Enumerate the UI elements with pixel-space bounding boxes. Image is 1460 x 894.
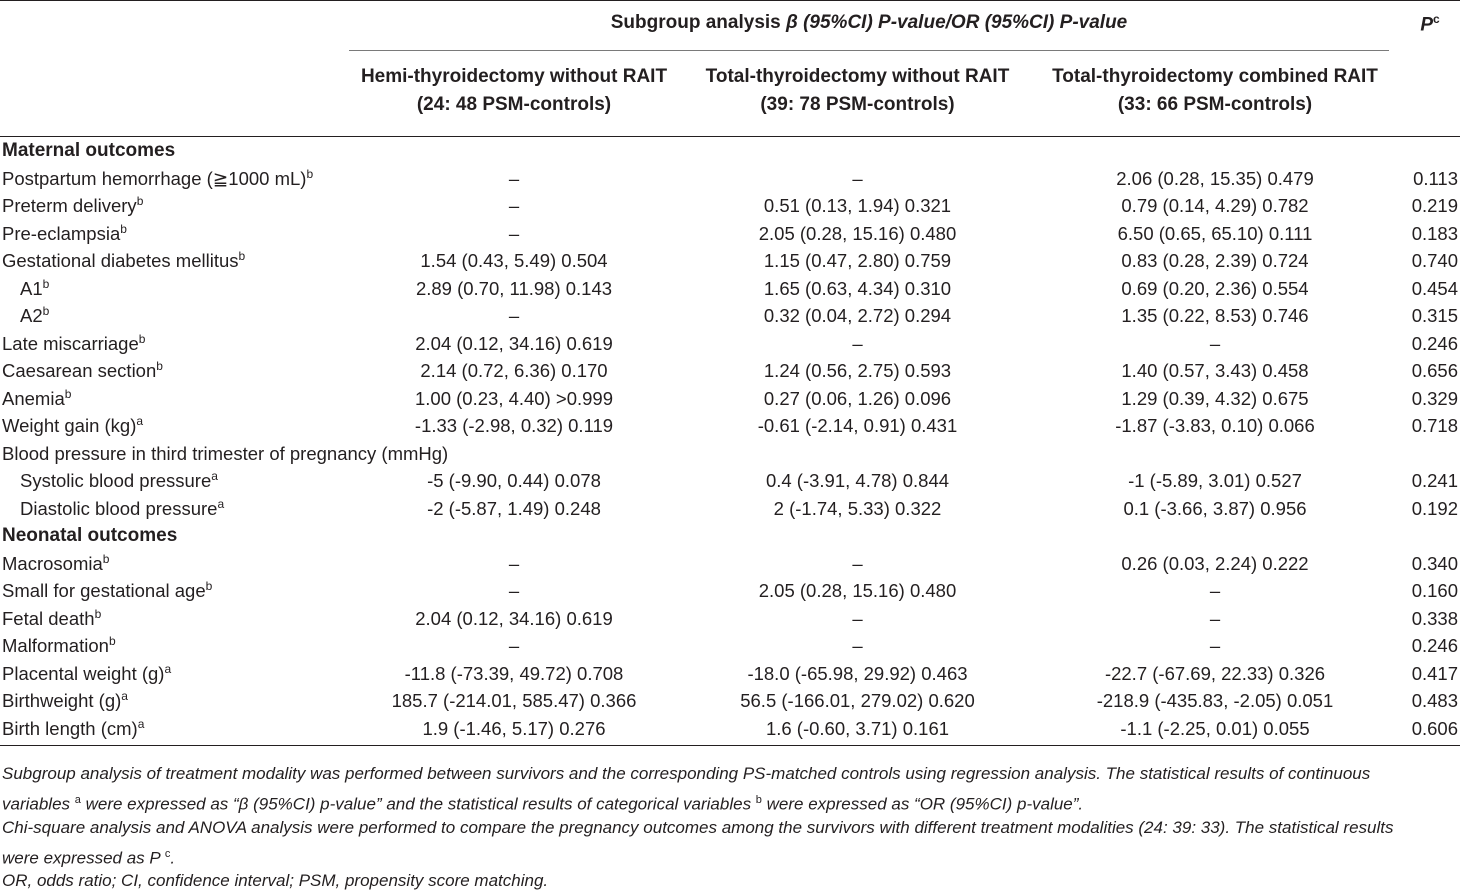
row-label: Fetal death$^b$ (2, 606, 102, 629)
table-row (0, 223, 1460, 250)
cell-p-c: 0.740 (1411, 250, 1458, 271)
row-label: Caesarean section$^b$ (2, 359, 163, 381)
cell-total-combined: 0.26 (0.03, 2.24) 0.222 (1121, 552, 1309, 574)
cell-p-c: 0.219 (1411, 195, 1458, 216)
table-row (0, 635, 1460, 662)
table-row (0, 498, 1460, 525)
row-label: Blood pressure in third trimester of pregnancy (mmHg) (2, 442, 449, 464)
cell-total-without: 1.6 (-0.60, 3.71) 0.161 (765, 717, 950, 739)
cell-total-without: 1.24 (0.56, 2.75) 0.593 (763, 360, 952, 381)
table-row (0, 663, 1460, 690)
cell-hemi: – (508, 635, 520, 656)
cell-total-without: – (852, 635, 863, 656)
table-row (0, 470, 1460, 497)
cell-total-combined: 0.83 (0.28, 2.39) 0.724 (1121, 250, 1309, 271)
top-rule (0, 0, 1460, 1)
header-subrule (349, 50, 1389, 51)
cell-total-without: – (852, 607, 863, 629)
cell-hemi: – (508, 552, 520, 574)
table-row (0, 250, 1460, 277)
cell-total-without: -0.61 (-2.14, 0.91) 0.431 (757, 415, 958, 436)
row-label: Postpartum hemorrhage (≧1000 mL)$^b$ (2, 166, 314, 189)
row-label: Birth length (cm)$^a$ (2, 716, 145, 739)
cell-p-c: 0.340 (1411, 552, 1458, 574)
cell-hemi: -5 (-9.90, 0.44) 0.078 (427, 470, 601, 491)
table-row (0, 415, 1460, 442)
cell-hemi: -1.33 (-2.98, 0.32) 0.119 (414, 415, 614, 436)
row-label: Weight gain (kg)$^a$ (2, 414, 144, 436)
col-header-total-combined: Total-thyroidectomy combined RAIT (33: 66 PSM-controls) (1052, 66, 1378, 115)
cell-total-combined: -218.9 (-435.83, -2.05) 0.051 (1096, 690, 1334, 711)
row-label: Late miscarriage$^b$ (2, 331, 146, 354)
cell-p-c: 0.329 (1411, 387, 1458, 409)
cell-p-c: 0.160 (1411, 580, 1458, 601)
section-heading: Neonatal outcomes (2, 525, 178, 546)
cell-total-combined: 0.79 (0.14, 4.29) 0.782 (1121, 195, 1309, 216)
cell-total-combined: 0.69 (0.20, 2.36) 0.554 (1121, 277, 1309, 299)
table-row (0, 690, 1460, 717)
table-row (0, 388, 1460, 415)
cell-p-c: 0.718 (1411, 415, 1458, 436)
table-row (0, 305, 1460, 332)
table-row (0, 580, 1460, 607)
table-row (0, 608, 1460, 635)
cell-total-without: 0.4 (-3.91, 4.78) 0.844 (765, 470, 950, 491)
cell-total-combined: – (1209, 332, 1221, 354)
row-label: Pre-eclampsia$^b$ (2, 221, 127, 244)
cell-total-combined: 6.50 (0.65, 65.10) 0.111 (1117, 222, 1313, 244)
cell-hemi: -11.8 (-73.39, 49.72) 0.708 (404, 662, 624, 684)
cell-total-combined: – (1209, 607, 1221, 629)
cell-hemi: 2.04 (0.12, 34.16) 0.619 (415, 332, 613, 354)
cell-total-combined: -22.7 (-67.69, 22.33) 0.326 (1104, 662, 1326, 684)
cell-total-combined: -1.87 (-3.83, 0.10) 0.066 (1115, 415, 1315, 436)
cell-hemi: 2.04 (0.12, 34.16) 0.619 (415, 607, 613, 629)
row-label: Diastolic blood pressure$^a$ (20, 496, 225, 519)
cell-total-without: 0.51 (0.13, 1.94) 0.321 (763, 195, 952, 216)
cell-total-combined: – (1209, 635, 1221, 656)
row-label: Malformation$^b$ (2, 634, 116, 656)
cell-hemi: 1.00 (0.23, 4.40) >0.999 (415, 387, 613, 409)
cell-hemi: – (508, 580, 520, 601)
table-row (0, 195, 1460, 222)
cell-hemi: – (508, 167, 520, 189)
footnote-2: Chi-square analysis and ANOVA analysis were performed to compare the pregnancy outcomes among the survivors with different treatment modalities (24: 39: 33). The statistical results were expressed as P $^c$. (2, 818, 1394, 868)
row-label: Gestational diabetes mellitus$^b$ (2, 249, 246, 271)
cell-hemi: 1.54 (0.43, 5.49) 0.504 (420, 250, 608, 271)
cell-hemi: 185.7 (-214.01, 585.47) 0.366 (391, 690, 637, 711)
col-header-hemi: Hemi-thyroidectomy without RAIT (24: 48 PSM-controls) (360, 66, 668, 115)
row-label: A1$^b$ (20, 276, 50, 299)
row-label: Anemia$^b$ (2, 386, 72, 409)
cell-hemi: – (508, 195, 520, 216)
cell-total-without: – (852, 167, 863, 189)
cell-hemi: – (508, 222, 520, 244)
cell-total-without: 0.32 (0.04, 2.72) 0.294 (763, 305, 952, 326)
cell-total-without: 2 (-1.74, 5.33) 0.322 (773, 497, 942, 519)
cell-total-combined: 0.1 (-3.66, 3.87) 0.956 (1123, 497, 1307, 519)
table-row (0, 333, 1460, 360)
cell-total-without: 1.65 (0.63, 4.34) 0.310 (763, 277, 952, 299)
row-label: A2$^b$ (20, 304, 50, 326)
cell-total-without: – (852, 332, 863, 354)
cell-total-without: 0.27 (0.06, 1.26) 0.096 (763, 387, 952, 409)
table-row (0, 168, 1460, 195)
cell-p-c: 0.483 (1411, 690, 1458, 711)
cell-total-combined: -1 (-5.89, 3.01) 0.527 (1128, 470, 1302, 491)
cell-p-c: 0.246 (1411, 635, 1458, 656)
cell-total-without: 56.5 (-166.01, 279.02) 0.620 (740, 690, 975, 711)
cell-hemi: 2.14 (0.72, 6.36) 0.170 (420, 360, 608, 381)
header-rule (0, 136, 1460, 137)
table-row (0, 140, 1460, 167)
cell-total-combined: – (1209, 580, 1221, 601)
table-row (0, 360, 1460, 387)
cell-total-combined: 1.35 (0.22, 8.53) 0.746 (1121, 305, 1309, 326)
cell-p-c: 0.246 (1411, 332, 1458, 354)
row-label: Systolic blood pressure$^a$ (20, 469, 218, 491)
cell-p-c: 0.183 (1411, 222, 1458, 244)
cell-p-c: 0.454 (1411, 277, 1458, 299)
cell-p-c: 0.241 (1411, 470, 1458, 491)
section-heading: Maternal outcomes (2, 140, 176, 161)
col-header-total-without: Total-thyroidectomy without RAIT (39: 78 PSM-controls) (705, 66, 1010, 115)
cell-p-c: 0.606 (1411, 717, 1458, 739)
cell-hemi: 1.9 (-1.46, 5.17) 0.276 (422, 717, 606, 739)
cell-total-without: -18.0 (-65.98, 29.92) 0.463 (747, 662, 968, 684)
footnote-3: OR, odds ratio; CI, confidence interval; PSM, propensity score matching. (2, 871, 549, 890)
cell-hemi: -2 (-5.87, 1.49) 0.248 (427, 497, 601, 519)
cell-p-c: 0.656 (1411, 360, 1458, 381)
table-row (0, 525, 1460, 552)
cell-p-c: 0.113 (1413, 167, 1458, 189)
table-row (0, 278, 1460, 305)
row-label: Placental weight $(g)^a$ (2, 661, 172, 684)
cell-total-combined: 1.40 (0.57, 3.43) 0.458 (1121, 360, 1309, 381)
cell-total-combined: -1.1 (-2.25, 0.01) 0.055 (1120, 717, 1310, 739)
cell-total-combined: 1.29 (0.39, 4.32) 0.675 (1121, 387, 1309, 409)
cell-total-without: – (852, 552, 863, 574)
row-label: Preterm delivery$^b$ (2, 194, 144, 216)
bottom-rule (0, 745, 1460, 746)
table-row (0, 443, 1460, 470)
cell-total-without: 2.05 (0.28, 15.16) 0.480 (758, 222, 957, 244)
cell-total-without: 2.05 (0.28, 15.16) 0.480 (758, 580, 957, 601)
cell-hemi: – (508, 305, 520, 326)
cell-p-c: 0.315 (1411, 305, 1458, 326)
cell-p-c: 0.192 (1411, 497, 1458, 519)
row-label: Birthweight $(g)^a$ (2, 689, 128, 711)
cell-hemi: 2.89 (0.70, 11.98) 0.143 (415, 277, 613, 299)
cell-p-c: 0.417 (1411, 662, 1458, 684)
cell-total-combined: 2.06 (0.28, 15.35) 0.479 (1116, 167, 1314, 189)
table-row (0, 553, 1460, 580)
row-label: Small for gestational age$^b$ (2, 579, 213, 601)
table-row (0, 718, 1460, 745)
cell-total-without: 1.15 (0.47, 2.80) 0.759 (763, 250, 952, 271)
cell-p-c: 0.338 (1411, 607, 1458, 629)
footnote-1: Subgroup analysis of treatment modality was performed between survivors and the corresponding PS-matched controls using regression analysis. The statistical results of continuous variables $^a$ were expressed as “β (95%CI) p-value” and the statistical results of categorical variables $^b$ were expressed as “OR (95%CI) p-value”. (2, 764, 1371, 814)
p-c-header: $P^c$ (1420, 12, 1440, 36)
spanning-header: Subgroup analysis β (95%CI) P-value/OR (95%CI) P-value (610, 12, 1128, 33)
row-label: Macrosomia$^b$ (2, 551, 110, 574)
